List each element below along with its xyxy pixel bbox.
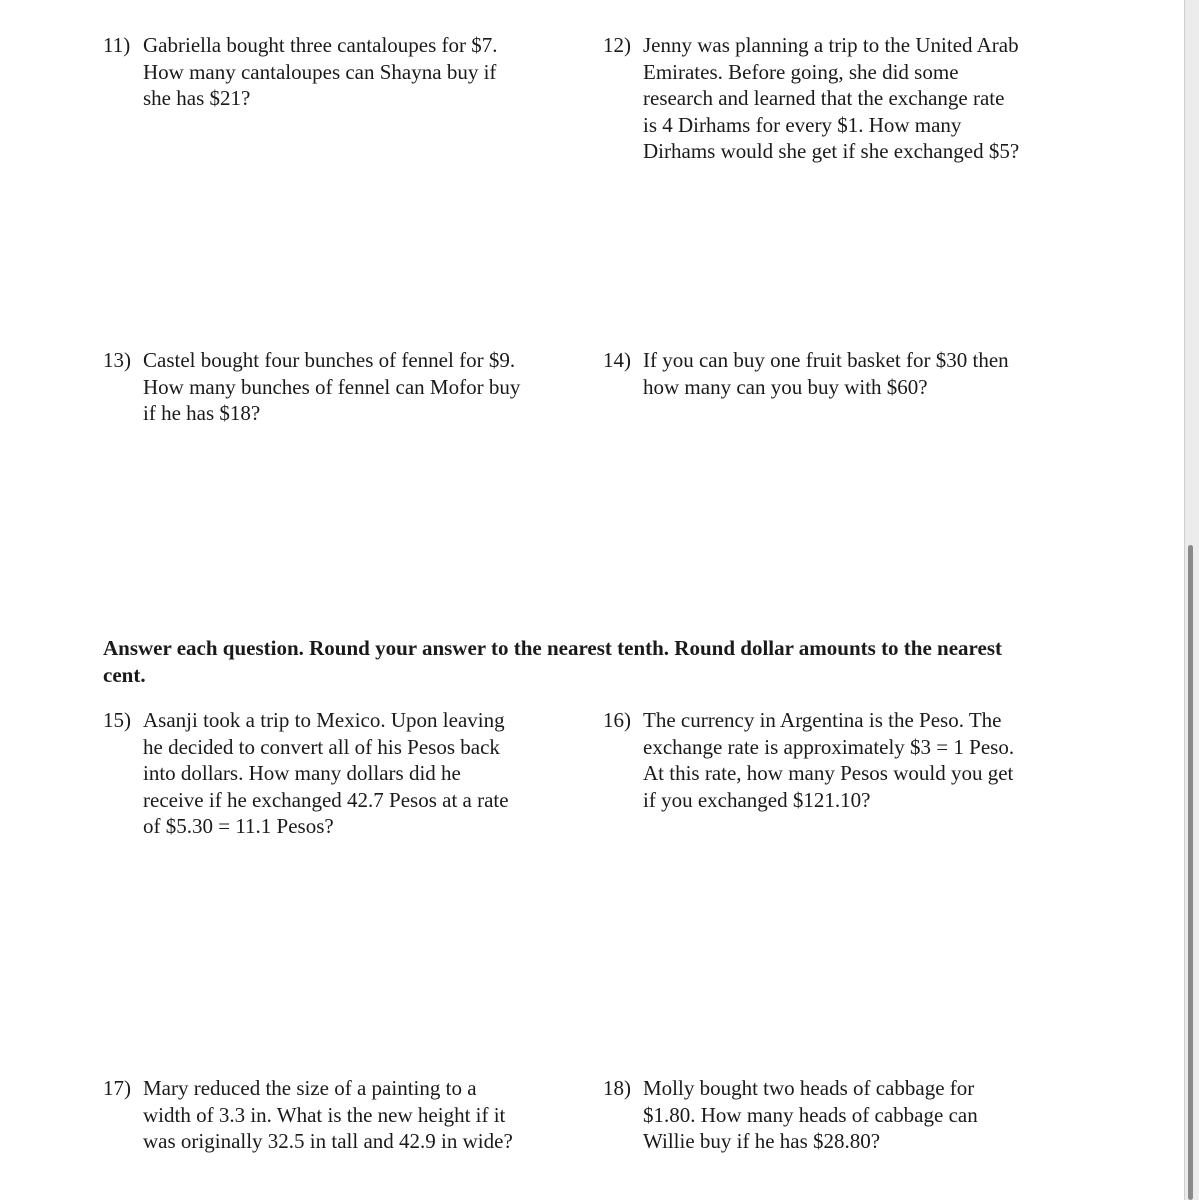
problem-number: 16): [603, 708, 631, 732]
instructions-heading: Answer each question. Round your answer to the nearest tenth. Round dollar amounts to the nearest cent.: [103, 636, 1002, 687]
problem-18: [603, 1075, 1043, 1155]
problem-16: [603, 707, 1043, 813]
problem-15: [103, 707, 543, 840]
problem-number: 12): [603, 33, 631, 57]
problem-number: 18): [603, 1076, 631, 1100]
problem-13: [103, 347, 543, 427]
problem-number: 11): [103, 33, 131, 57]
problem-text: Jenny was planning a trip to the United Arab Emirates. Before going, she did some research and learned that the exchange rate is 4 Dirhams for every $1. How many Dirhams would she get if she exchanged $5?: [643, 33, 1020, 164]
problem-number: 15): [103, 708, 131, 732]
problem-text: Asanji took a trip to Mexico. Upon leaving he decided to convert all of his Pesos back into dollars. How many dollars did he receive if he exchanged 42.7 Pesos at a rate of $5.30 = 11.1 Pesos?: [143, 708, 509, 839]
problem-number: 17): [103, 1076, 131, 1100]
problem-number: 13): [103, 348, 131, 372]
problem-text: Castel bought four bunches of fennel for $9. How many bunches of fennel can Mofor buy if he has $18?: [143, 348, 521, 426]
problem-14: [603, 347, 1043, 400]
problem-text: Gabriella bought three cantaloupes for $7. How many cantaloupes can Shayna buy if she has $21?: [143, 33, 498, 111]
problem-11: [103, 32, 543, 112]
problem-number: 14): [603, 348, 631, 372]
problem-text: Mary reduced the size of a painting to a width of 3.3 in. What is the new height if it was originally 32.5 in tall and 42.9 in wide?: [143, 1076, 513, 1154]
problem-text: The currency in Argentina is the Peso. The exchange rate is approximately $3 = 1 Peso. At this rate, how many Pesos would you get if you exchanged $121.10?: [643, 708, 1015, 812]
problem-text: Molly bought two heads of cabbage for $1.80. How many heads of cabbage can Willie buy if he has $28.80?: [643, 1076, 978, 1154]
problem-text: If you can buy one fruit basket for $30 then how many can you buy with $60?: [643, 348, 1009, 399]
problem-12: [603, 32, 1043, 165]
scrollbar-track[interactable]: [1184, 0, 1199, 1200]
scrollbar-thumb[interactable]: [1188, 545, 1193, 1200]
problem-17: [103, 1075, 543, 1155]
